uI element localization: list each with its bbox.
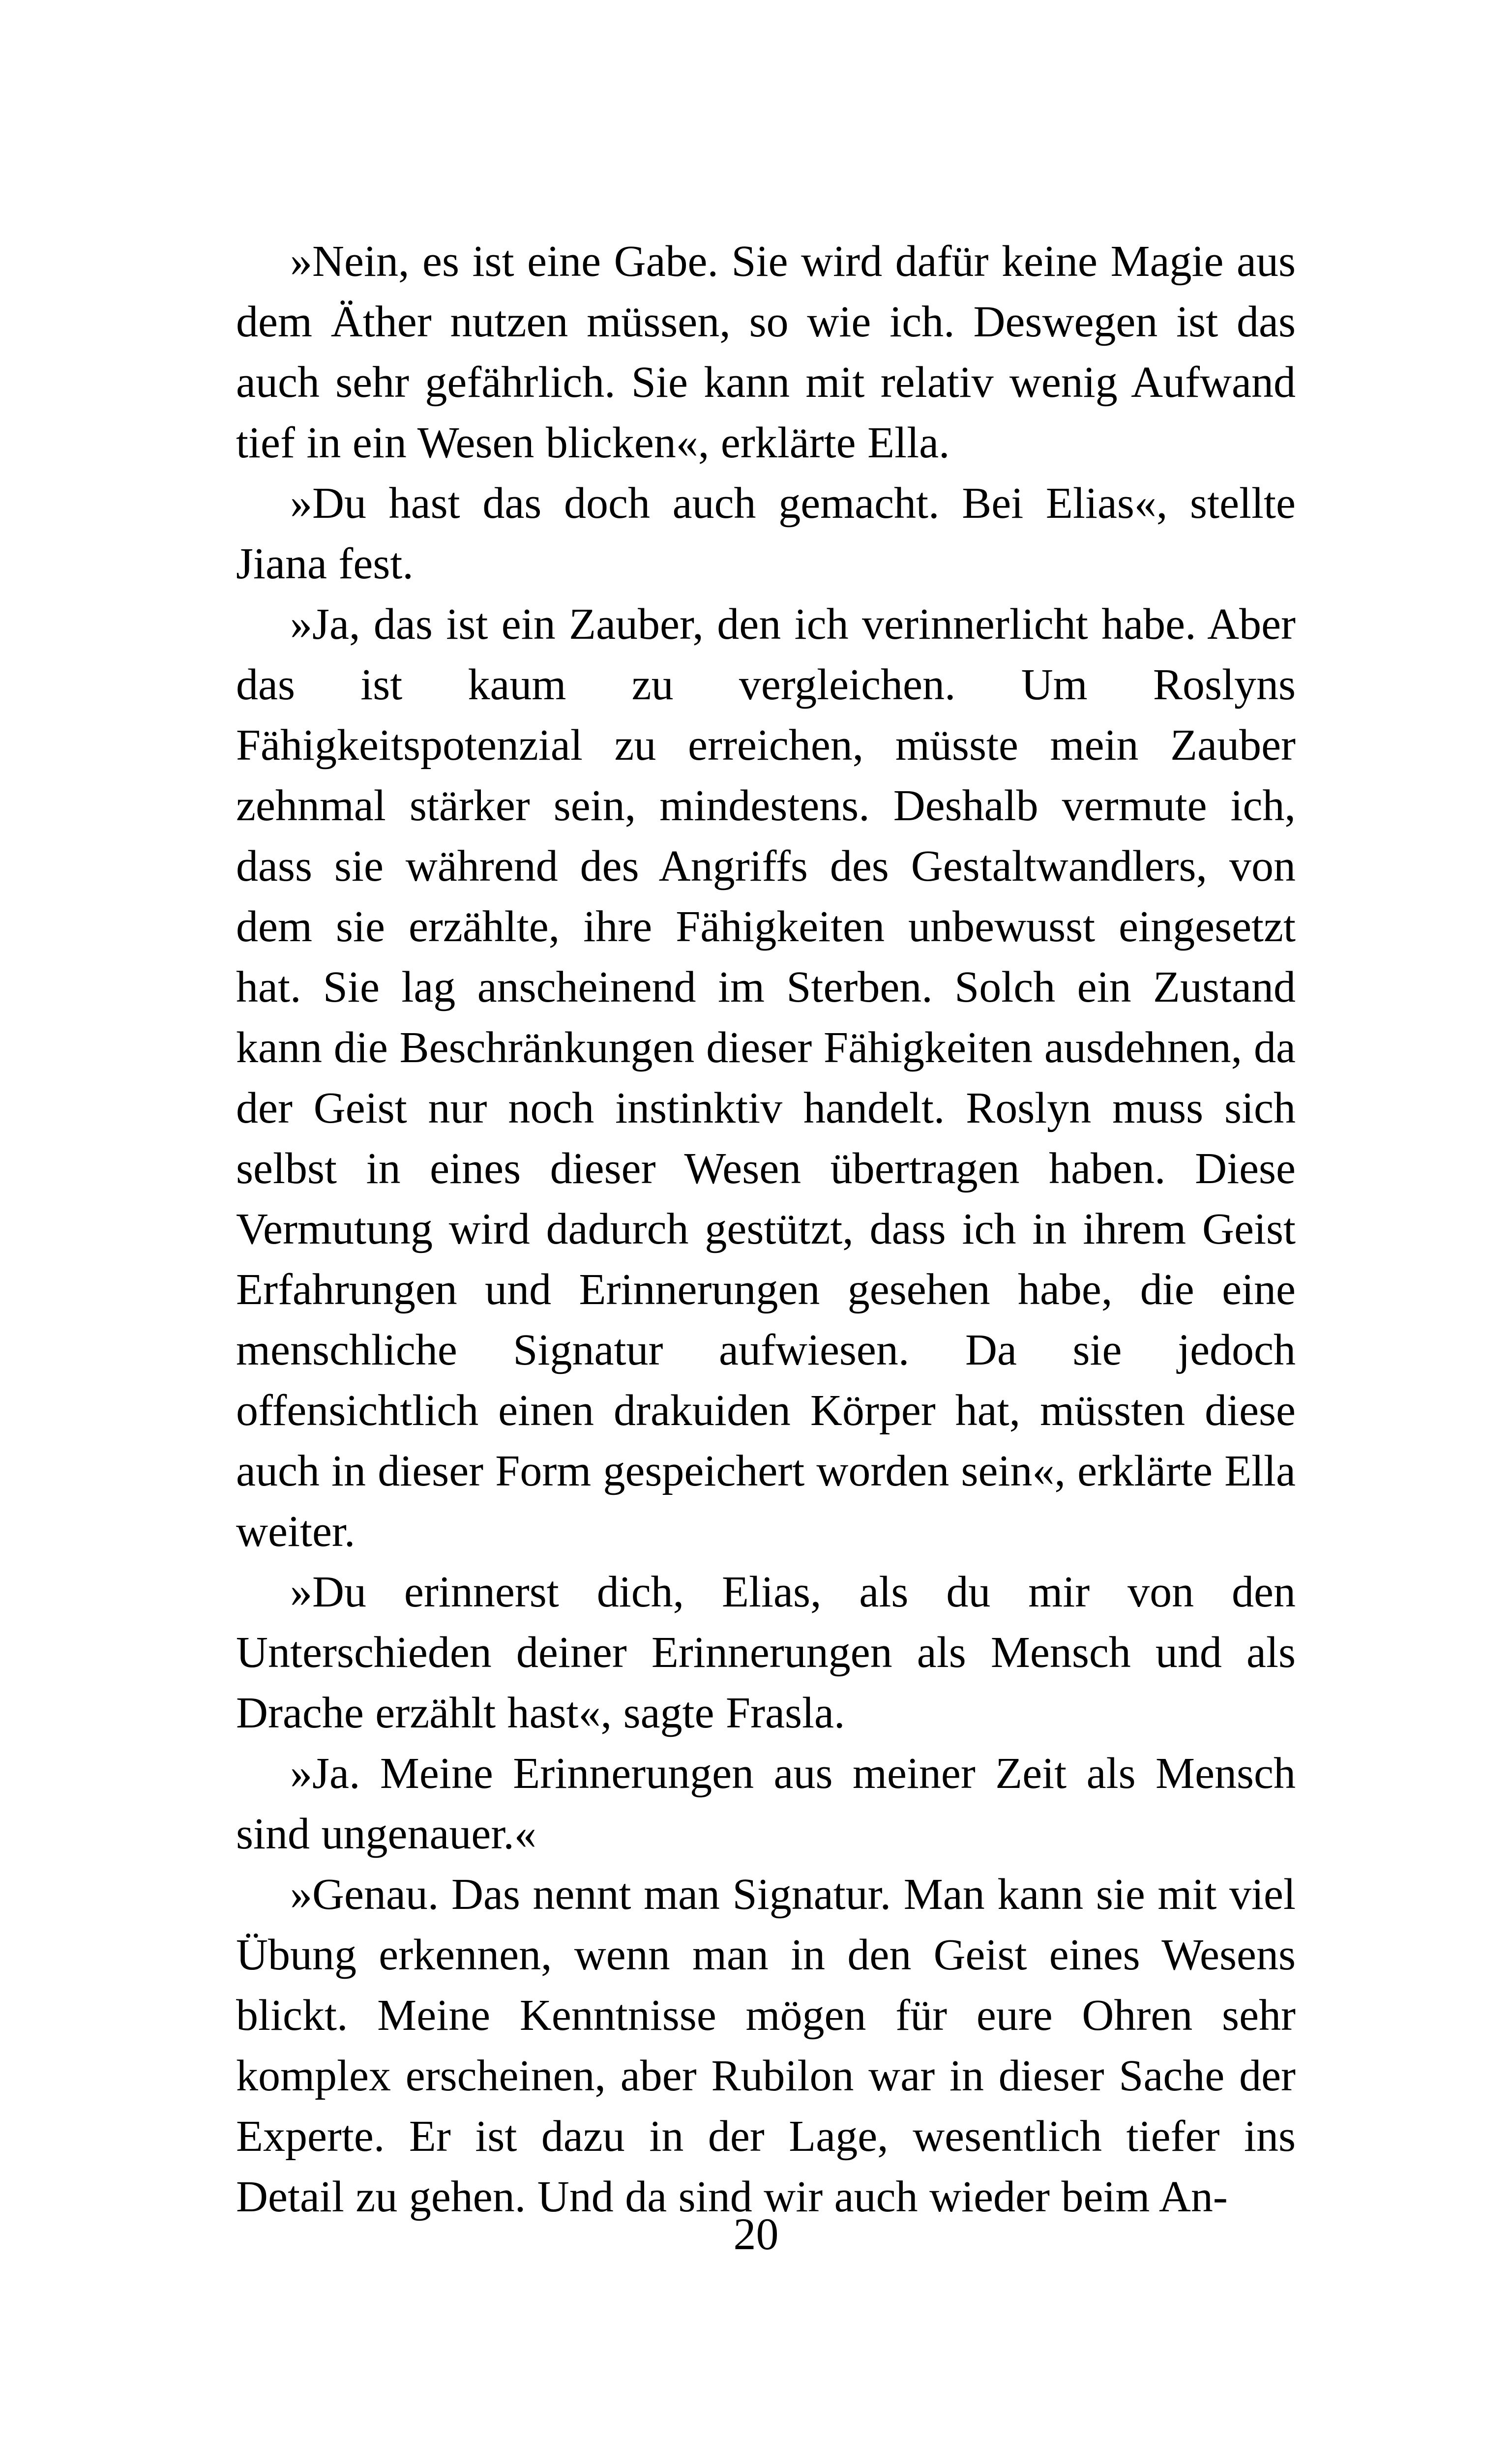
paragraph: »Genau. Das nennt man Signatur. Man kann sie mit viel Übung erkennen, wenn man in den Geist eines Wesens blickt. Meine Kenntnisse mögen für eure Ohren sehr komplex erscheinen, aber Rubilon war in dieser Sache der Experte. Er ist dazu in der Lage, wesentlich tiefer ins Detail zu gehen. Und da sind wir auch wieder beim An- [236, 1870, 1296, 2221]
page-body [236, 231, 1296, 2227]
page-number: 20 [733, 2209, 779, 2259]
paragraph: »Du hast das doch auch gemacht. Bei Elias«, stellte Jiana fest. [236, 479, 1296, 588]
paragraph: »Du erinnerst dich, Elias, als du mir von den Unterschieden deiner Erinnerungen als Mensch und als Drache erzählt hast«, sagte Frasla. [236, 1568, 1296, 1737]
paragraph: »Ja. Meine Erinnerungen aus meiner Zeit als Mensch sind ungenauer.« [236, 1749, 1296, 1858]
paragraph: »Nein, es ist eine Gabe. Sie wird dafür keine Magie aus dem Äther nutzen müssen, so wie ich. Deswegen ist das auch sehr gefährlich. Sie kann mit relativ wenig Aufwand tief in ein Wesen blicken«, erklärte Ella. [236, 237, 1296, 467]
paragraph: »Ja, das ist ein Zauber, den ich verinnerlicht habe. Aber das ist kaum zu vergleichen. Um Roslyns Fähigkeitspotenzial zu erreichen, müsste mein Zauber zehnmal stärker sein, mindestens. Deshalb vermute ich, dass sie während des Angriffs des Gestaltwandlers, von dem sie erzählte, ihre Fähigkeiten unbewusst eingesetzt hat. Sie lag anscheinend im Sterben. Solch ein Zustand kann die Beschränkungen dieser Fähigkeiten ausdehnen, da der Geist nur noch instinktiv handelt. Roslyn muss sich selbst in eines dieser Wesen übertragen haben. Diese Vermutung wird dadurch gestützt, dass ich in ihrem Geist Erfahrungen und Erinnerungen gesehen habe, die eine menschliche Signatur aufwiesen. Da sie jedoch offensichtlich einen drakuiden Körper hat, müssten diese auch in dieser Form gespeichert worden sein«, erklärte Ella weiter. [236, 600, 1296, 1556]
